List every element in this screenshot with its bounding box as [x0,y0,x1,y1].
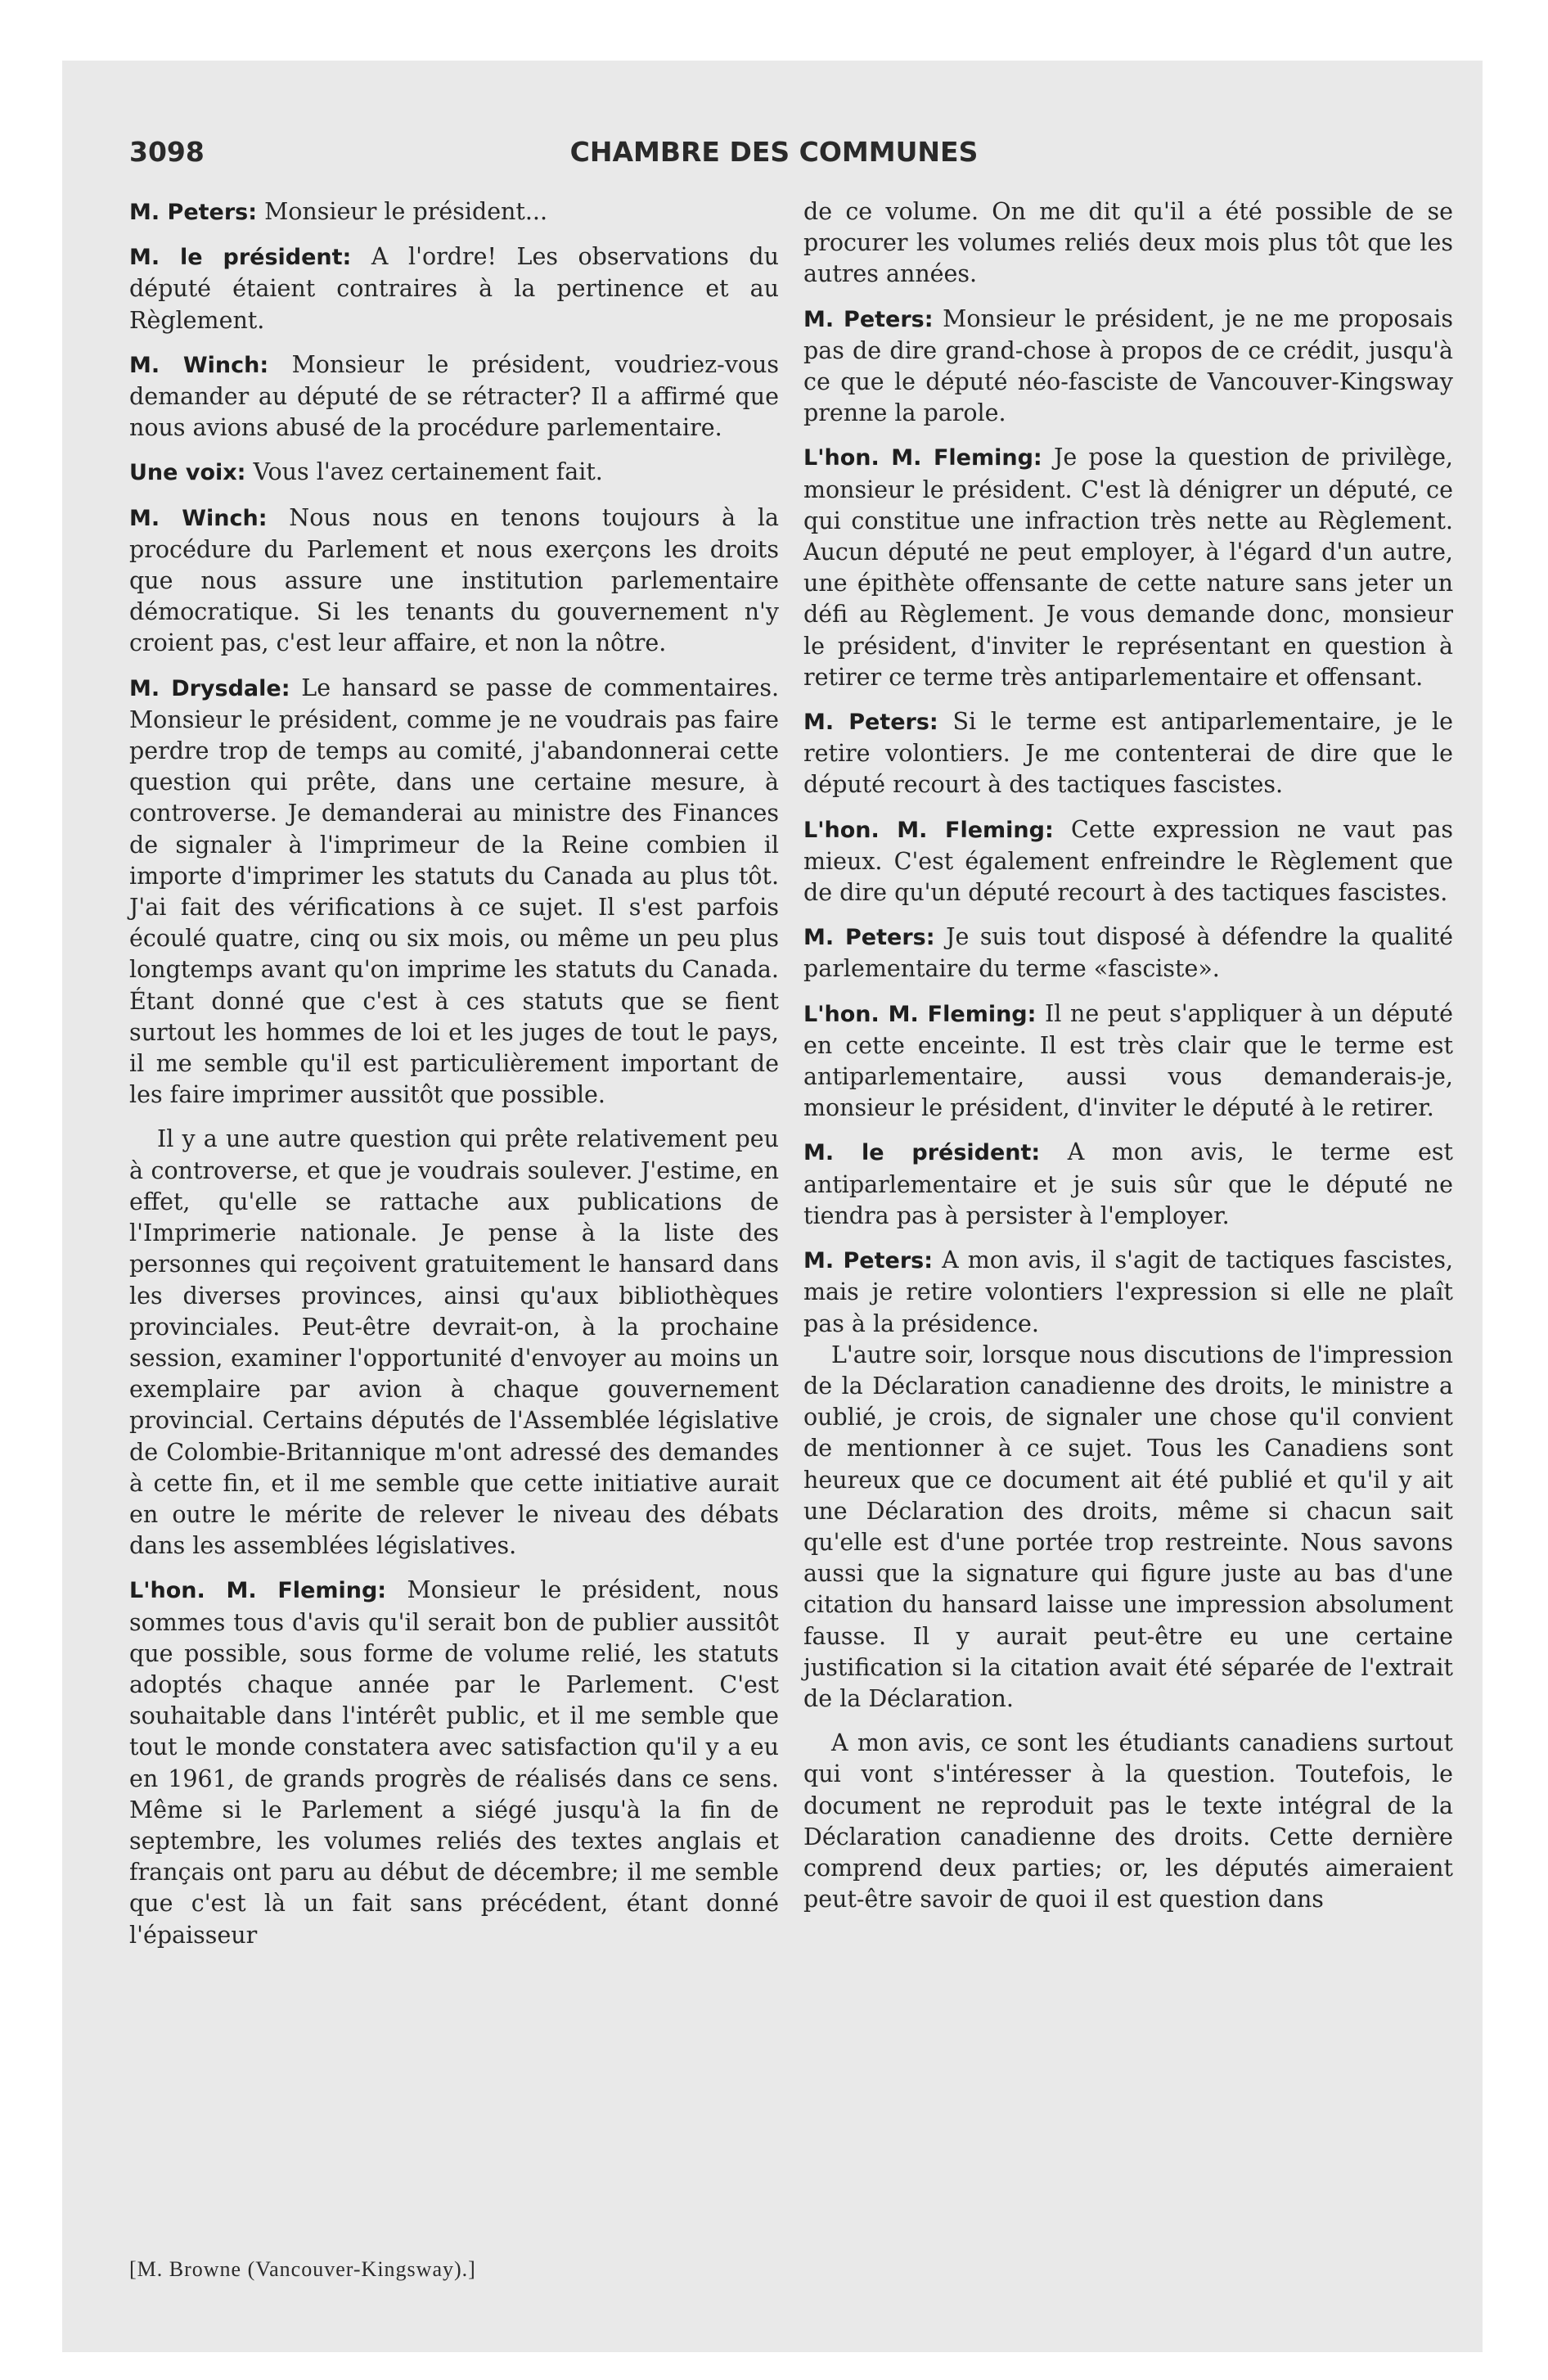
paragraph [803,706,1453,801]
speaker-name: M. Peters: [803,306,934,332]
paragraph [803,814,1453,909]
paragraph [803,442,1453,693]
paragraph-text: Vous l'avez certainement fait. [253,458,603,486]
paragraph [129,349,779,444]
paragraph [129,196,779,228]
paragraph [803,998,1453,1125]
paragraph [803,304,1453,430]
left-column [129,196,779,1964]
paragraph-text: A mon avis, ce sont les étudiants canadiens surtout qui vont s'intéresser à la question. Toutefois, le document ne reproduit pas le texte intégral de la Déclaration canadienne des droits. Cette dernière comprend deux parties; or, les députés aimeraient peut-être savoir de quoi il est question dans [803,1729,1453,1913]
speaker-name: M. le président: [803,1140,1041,1166]
paragraph [803,1340,1453,1715]
speaker-name: M. Peters: [129,200,258,225]
paragraph-text: A mon avis, il s'agit de tactiques fascistes, mais je retire volontiers l'expression si elle ne plaît pas à la présidence. [803,1246,1454,1337]
speaker-name: M. Peters: [803,925,935,951]
paragraph-text: A mon avis, le terme est antiparlementaire et je suis sûr que le député ne tiendra pas à persister à l'employer. [803,1138,1453,1229]
speaker-name: M. Winch: [129,505,268,531]
speaker-name: L'hon. M. Fleming: [803,817,1054,843]
paragraph [803,1137,1453,1232]
paragraph-text: Monsieur le président... [264,198,548,225]
paragraph-text: de ce volume. On me dit qu'il a été possible de se procurer les volumes reliés deux mois plus tôt que les autres années. [803,198,1453,288]
paragraph [129,1575,779,1950]
running-head: CHAMBRE DES COMMUNES [569,136,979,168]
speaker-name: Une voix: [129,460,246,486]
paragraph [803,922,1453,985]
footnote: [M. Browne (Vancouver-Kingsway).] [129,2257,476,2281]
paragraph [129,241,779,336]
paragraph-text: Si le terme est antiparlementaire, je le retire volontiers. Je me contenterai de dire que le député recourt à des tactiques fascistes. [803,708,1453,799]
paragraph-text: Je pose la question de privilège, monsieur le président. C'est là dénigrer un député, ce qui constitue une infraction très nette au Règlement. Aucun député ne peut employer, à l'égard d'un autre, une épithète offensante de cette nature sans jeter un défi au Règlement. Je vous demande donc, monsieur le président, d'inviter le représentant en question à retirer ce terme très antiparlementaire et offensant. [803,444,1453,691]
paragraph [803,196,1453,291]
paragraph-text: Je suis tout disposé à défendre la qualité parlementaire du terme «fasciste». [803,923,1454,983]
speaker-name: M. Peters: [803,710,938,736]
paragraph-text: Il y a une autre question qui prête relativement peu à controverse, et que je voudrais soulever. J'estime, en effet, qu'elle se rattache aux publications de l'Imprimerie nationale. Je pense à la liste des personnes qui reçoivent gratuitement le hansard dans les diverses provinces, ainsi qu'aux bibliothèques provinciales. Peut-être devrait-on, à la prochaine session, examiner l'opportunité d'envoyer au moins un exemplaire par avion à chaque gouvernement provincial. Certains députés de l'Assemblée législative de Colombie-Britannique m'ont adressé des demandes à cette fin, et il me semble que cette initiative aurait en outre le mérite de relever le niveau des débats dans les assemblées législatives. [129,1125,779,1560]
paragraph [129,503,779,660]
paragraph [803,1245,1453,1340]
speaker-name: L'hon. M. Fleming: [129,1578,387,1604]
speaker-name: M. le président: [129,245,352,271]
speaker-name: L'hon. M. Fleming: [803,1001,1037,1027]
paragraph-text: Il ne peut s'appliquer à un député en cette enceinte. Il est très clair que le terme est antiparlementaire, aussi vous demanderais-je, monsieur le président, d'inviter le député à le retirer. [803,999,1454,1122]
paragraph [803,1728,1453,1915]
paragraph-text: L'autre soir, lorsque nous discutions de l'impression de la Déclaration canadienne des droits, le ministre a oublié, je crois, de signaler une chose qu'il convient de mentionner à ce sujet. Tous les Canadiens sont heureux que ce document ait été publié et qu'il y ait une Déclaration des droits, même si chacun sait qu'elle est d'une portée trop restreinte. Nous savons aussi que la signature qui figure juste au bas d'une citation du hansard laisse une impression absolument fausse. Il y aurait peut-être eu une certaine justification si la citation avait été séparée de l'extrait de la Déclaration. [803,1341,1453,1712]
speaker-name: M. Drysdale: [129,675,290,701]
paragraph-text: A l'ordre! Les observations du député étaient contraires à la pertinence et au Règlement. [129,243,779,334]
paragraph-text: Cette expression ne vaut pas mieux. C'est également enfreindre le Règlement que de dire qu'un député recourt à des tactiques fascistes. [803,815,1454,907]
speaker-name: M. Peters: [803,1248,934,1274]
paragraph-text: Monsieur le président, je ne me proposais pas de dire grand-chose à propos de ce crédit, jusqu'à ce que le député néo-fasciste de Vancouver-Kingsway prenne la parole. [803,304,1453,427]
paragraph-text: Monsieur le président, voudriez-vous demander au député de se rétracter? Il a affirmé que nous avions abusé de la procédure parlementaire. [129,350,779,442]
speaker-name: L'hon. M. Fleming: [803,445,1042,471]
speaker-name: M. Winch: [129,352,269,378]
paragraph-text: Nous nous en tenons toujours à la procédure du Parlement et nous exerçons les droits que nous assure une institution parlementaire démocratique. Si les tenants du gouvernement n'y croient pas, c'est leur affaire, et non la nôtre. [129,503,779,657]
right-column [803,196,1453,1928]
paragraph [129,673,779,1111]
paragraph [129,1124,779,1562]
paragraph-text: Le hansard se passe de commentaires. Monsieur le président, comme je ne voudrais pas faire perdre trop de temps au comité, j'abandonnerai cette question qui prête, dans une certaine mesure, à controverse. Je demanderai au ministre des Finances de signaler à l'imprimeur de la Reine combien il importe d'imprimer les statuts du Canada au plus tôt. J'ai fait des vérifications à ce sujet. Il s'est parfois écoulé quatre, cinq ou six mois, ou même un peu plus longtemps avant qu'on imprime les statuts du Canada. Étant donné que c'est à ces statuts que se fient surtout les hommes de loi et les juges de tout le pays, il me semble qu'il est particulièrement important de les faire imprimer aussitôt que possible. [129,674,780,1109]
page-number: 3098 [129,136,205,168]
paragraph [129,457,779,489]
paragraph-text: Monsieur le président, nous sommes tous d'avis qu'il serait bon de publier aussitôt que possible, sous forme de volume relié, les statuts adoptés chaque année par le Parlement. C'est souhaitable dans l'intérêt public, et il me semble que tout le monde constatera avec satisfaction qu'il y a eu en 1961, de grands progrès de réalisés dans ce sens. Même si le Parlement a siégé jusqu'à la fin de septembre, les volumes reliés des textes anglais et français ont paru au début de décembre; il me semble que c'est là un fait sans précédent, étant donné l'épaisseur [129,1576,779,1949]
